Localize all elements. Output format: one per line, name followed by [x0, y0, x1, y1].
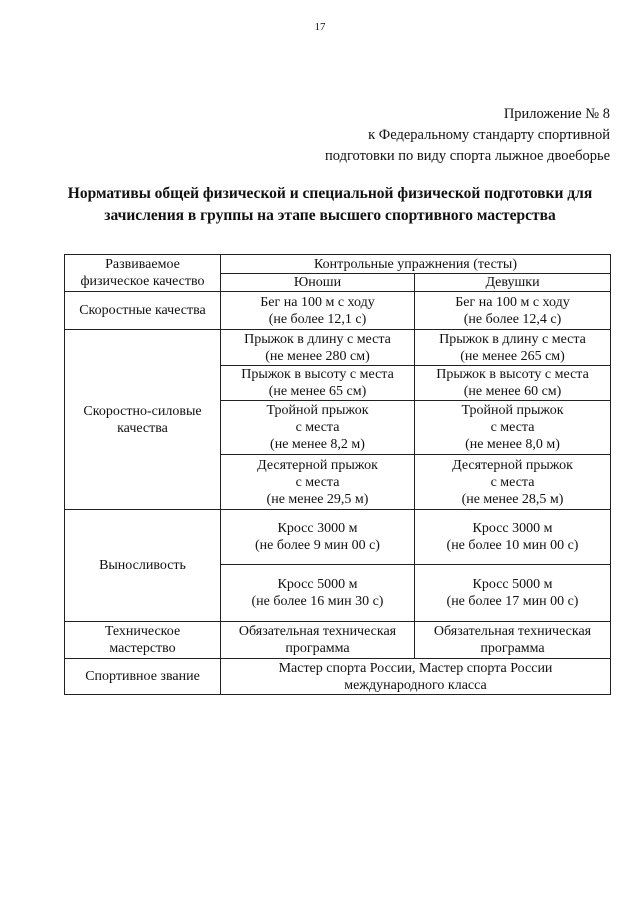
cross-5000-boys-cell: Кросс 5000 м (не более 16 мин 30 с) — [221, 565, 415, 622]
technical-girls-cell: Обязательная техническая программа — [415, 622, 611, 659]
appendix-line-3: подготовки по виду спорта лыжное двоеборье — [324, 148, 610, 164]
appendix-line-2: к Федеральному стандарту спортивной — [368, 127, 610, 143]
table-header-row — [65, 255, 611, 274]
cross-5000-girls-cell: Кросс 5000 м (не более 17 мин 00 с) — [415, 565, 611, 622]
appendix-header — [210, 104, 610, 167]
header-quality-cell: Развиваемое физическое качество — [65, 255, 221, 292]
tenfold-jump-boys-cell: Десятерной прыжок с места (не менее 29,5 м) — [221, 455, 415, 510]
document-title-line-1: Нормативы общей физической и специальной физической подготовки для — [67, 185, 593, 202]
long-jump-girls-cell: Прыжок в длину с места (не менее 265 см) — [415, 330, 611, 366]
page-number: 17 — [314, 21, 326, 33]
table-row-speed — [65, 292, 611, 330]
norms-table — [64, 254, 611, 695]
triple-jump-girls-cell: Тройной прыжок с места (не менее 8,0 м) — [415, 401, 611, 455]
table-row-rank — [65, 659, 611, 695]
quality-speed-cell: Скоростные качества — [65, 292, 221, 330]
appendix-line-1: Приложение № 8 — [503, 106, 610, 122]
header-boys-cell: Юноши — [221, 274, 415, 292]
table-row-cross-3000 — [65, 510, 611, 565]
header-tests-cell: Контрольные упражнения (тесты) — [221, 255, 611, 274]
rank-value-cell: Мастер спорта России, Мастер спорта России международного класса — [221, 659, 611, 695]
technical-boys-cell: Обязательная техническая программа — [221, 622, 415, 659]
quality-rank-cell: Спортивное звание — [65, 659, 221, 695]
table-row-long-jump — [65, 330, 611, 366]
high-jump-girls-cell: Прыжок в высоту с места (не менее 60 см) — [415, 366, 611, 401]
quality-technical-cell: Техническое мастерство — [65, 622, 221, 659]
triple-jump-boys-cell: Тройной прыжок с места (не менее 8,2 м) — [221, 401, 415, 455]
tenfold-jump-girls-cell: Десятерной прыжок с места (не менее 28,5 м) — [415, 455, 611, 510]
speed-boys-cell: Бег на 100 м с ходу (не более 12,1 с) — [221, 292, 415, 330]
speed-girls-cell: Бег на 100 м с ходу (не более 12,4 с) — [415, 292, 611, 330]
header-girls-cell: Девушки — [415, 274, 611, 292]
quality-endurance-cell: Выносливость — [65, 510, 221, 622]
document-title-line-2: зачисления в группы на этапе высшего спортивного мастерства — [104, 207, 556, 224]
quality-speed-strength-cell: Скоростно-силовые качества — [65, 330, 221, 510]
high-jump-boys-cell: Прыжок в высоту с места (не менее 65 см) — [221, 366, 415, 401]
table-row-technical — [65, 622, 611, 659]
long-jump-boys-cell: Прыжок в длину с места (не менее 280 см) — [221, 330, 415, 366]
cross-3000-boys-cell: Кросс 3000 м (не более 9 мин 00 с) — [221, 510, 415, 565]
document-title — [40, 183, 620, 227]
cross-3000-girls-cell: Кросс 3000 м (не более 10 мин 00 с) — [415, 510, 611, 565]
